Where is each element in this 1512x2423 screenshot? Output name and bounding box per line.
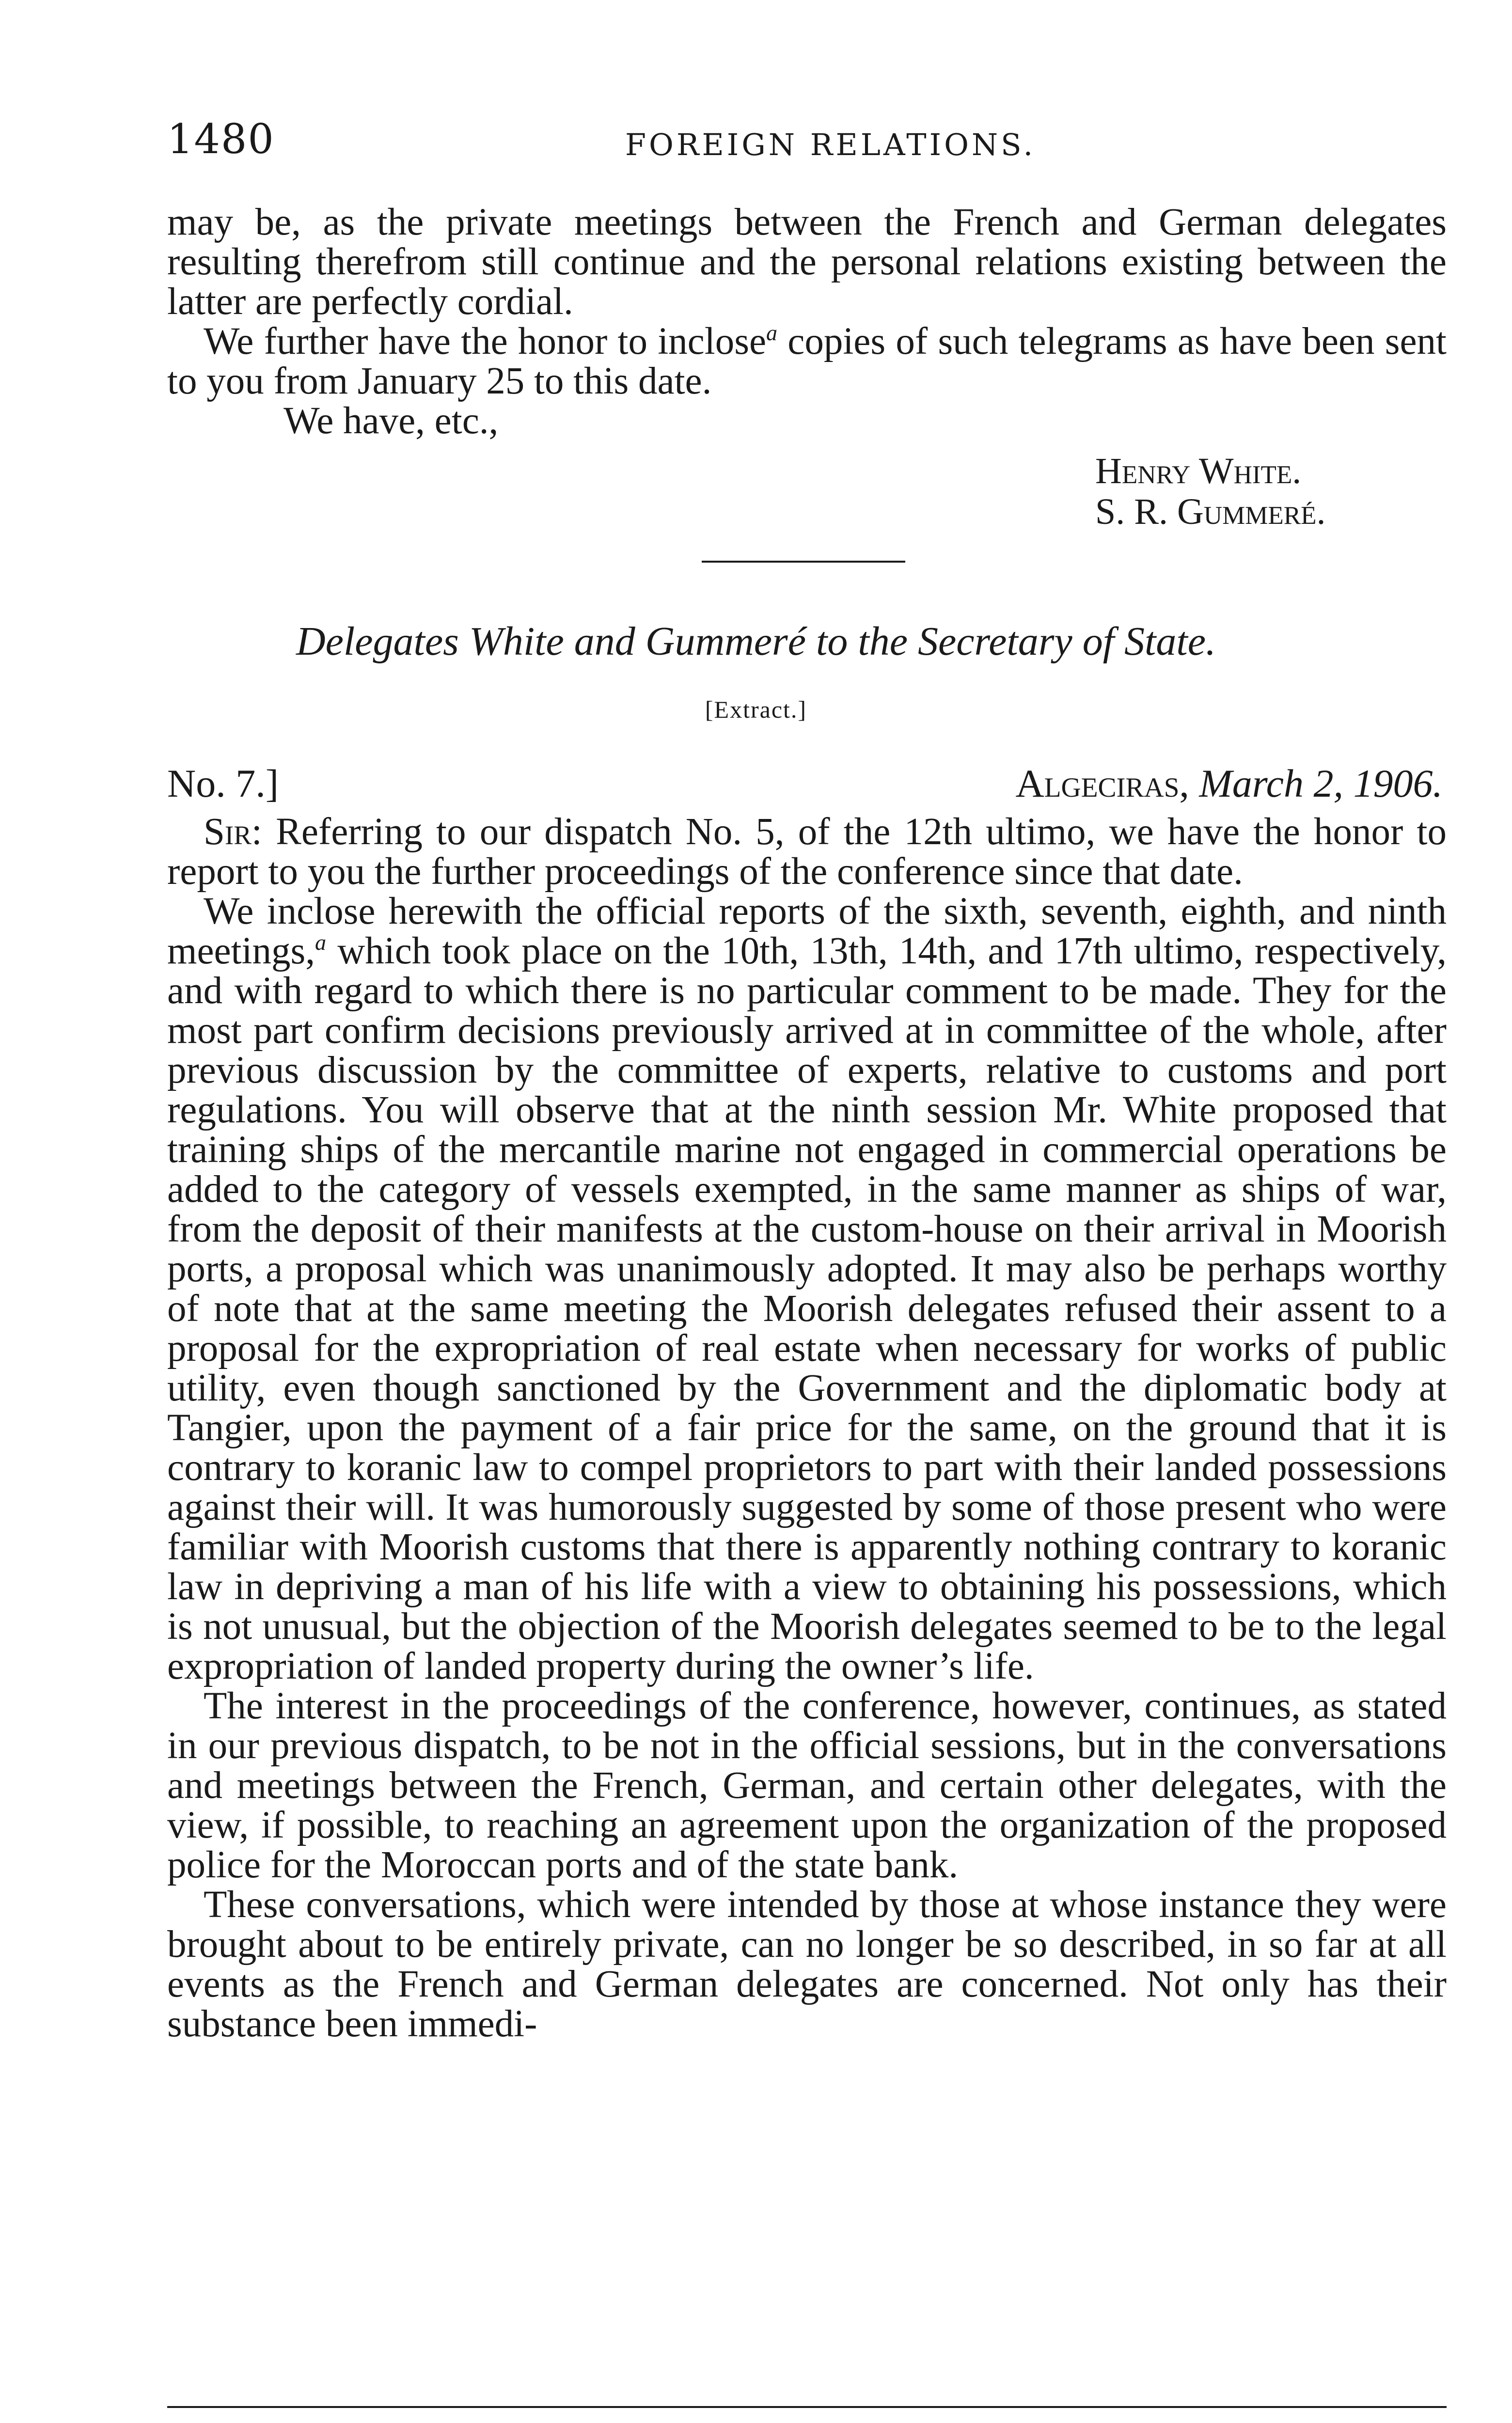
section-divider	[702, 561, 905, 563]
date: March 2, 1906.	[1199, 761, 1443, 805]
closing-line: We have, etc.,	[284, 400, 499, 442]
salutation: Sir:	[204, 811, 262, 853]
running-title: FOREIGN RELATIONS.	[625, 127, 1036, 162]
continued-paragraph: may be, as the private meetings between the French and German delegates resulting therefrom still continue and the personal relations existing between the latter are perfectly cordial.	[167, 201, 1447, 323]
footnote-reference: a	[766, 320, 778, 345]
letter-paragraph-3: The interest in the proceedings of the conference, however, continues, as stated in our previous dispatch, to be not in the official sessions, but in the conversations and meetings between the French, German, and certain other delegates, with the view, if possible, to reaching an agreement upon the organization of the proposed police for the Moroccan ports and of the state bank.	[167, 1685, 1447, 1886]
place-and-date	[1016, 761, 1443, 806]
letter-paragraph-2: We inclose herewith the official reports of the sixth, seventh, eighth, and ninth meetings,$^a$ which took place on the 10th, 13th, 14th, and 17th ultimo, respectively, and with regard to which there is no particular comment to be made. They for the most part confirm decisions previously arrived at in committee of the whole, after previous discussion by the committee of experts, relative to customs and port regulations. You will observe that at the ninth session Mr. White proposed that training ships of the mercantile marine not engaged in commercial operations be added to the category of vessels exempted, in the same manner as ships of war, from the deposit of their manifests at the custom-house on their arrival in Moorish ports, a proposal which was unanimously adopted. It may also be perhaps worthy of note that at the same meeting the Moorish delegates refused their assent to a proposal for the expropriation of real estate when necessary for works of public utility, even though sanctioned by the Government and the diplomatic body at Tangier, upon the payment of a fair price for the same, on the ground that it is contrary to koranic law to compel proprietors to part with their landed possessions against their will. It was humorously suggested by some of those present who were familiar with Moorish customs that there is apparently nothing contrary to koranic law in depriving a man of his life with a view to obtaining his possessions, which is not unusual, but the objection of the Moorish delegates seemed to be to the legal expropriation of landed property during the owner’s life.	[167, 890, 1447, 1687]
page-number: 1480	[167, 115, 275, 163]
telegrams-paragraph: We further have the honor to inclose$^a$ copies of such telegrams as have been sent to you from January 25 to this date.	[167, 320, 1447, 402]
document-title: Delegates White and Gummeré to the Secretary of State.	[296, 619, 1216, 664]
running-header	[167, 115, 1447, 169]
signature-white: Henry White.	[1095, 451, 1302, 491]
extract-note: [Extract.]	[705, 696, 807, 723]
dateline	[167, 761, 1447, 809]
signature-gummere: S. R. Gummeré.	[1095, 491, 1326, 532]
place: Algeciras,	[1015, 761, 1189, 805]
footnote-rule	[167, 2406, 1447, 2408]
letter-paragraph-1: Sir: Referring to our dispatch No. 5, of the 12th ultimo, we have the honor to report to you the further proceedings of the conference since that date.	[167, 811, 1447, 893]
letter-body	[167, 812, 1447, 2044]
signature-block	[1095, 451, 1325, 532]
letter-paragraph-4: These conversations, which were intended by those at whose instance they were brought about to be entirely private, can no longer be so described, in so far at all events as the French and German delegates are concerned. Not only has their substance been immedi-	[167, 1884, 1447, 2045]
continued-text-block	[167, 203, 1447, 441]
document-number: No. 7.]	[167, 761, 279, 805]
footnote-reference: a	[315, 930, 326, 955]
